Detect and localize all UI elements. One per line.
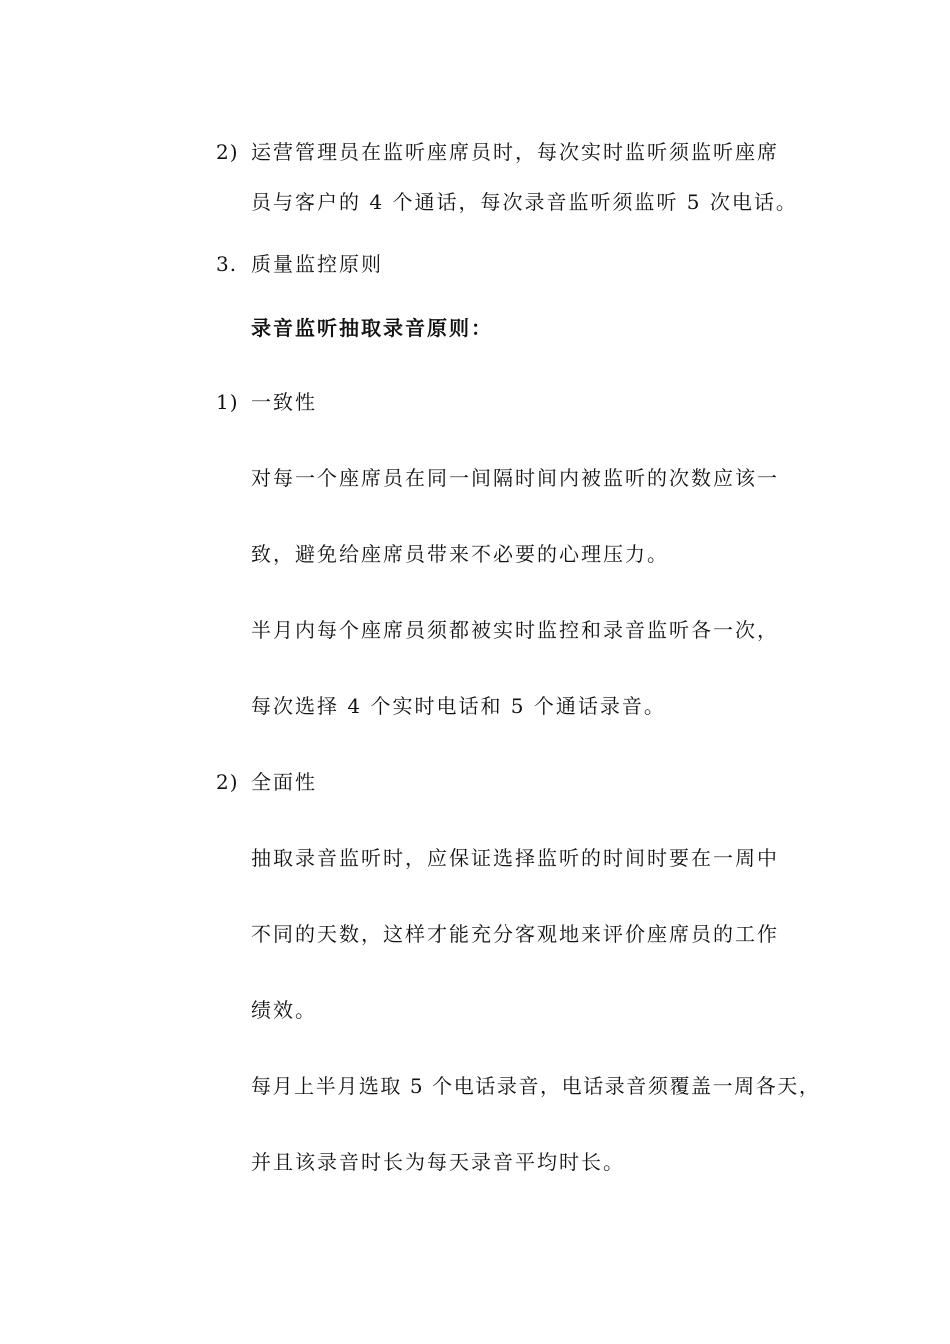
paragraph-line: 每次选择 4 个实时电话和 5 个通话录音。 (251, 694, 666, 718)
paragraph-line: 员与客户的 4 个通话，每次录音监听须监听 5 次电话。 (251, 190, 798, 214)
list-marker: 2) (216, 770, 239, 794)
paragraph-line: 半月内每个座席员须都被实时监控和录音监听各一次， (251, 618, 779, 642)
paragraph-line: 抽取录音监听时，应保证选择监听的时间时要在一周中 (251, 846, 779, 870)
subsection-heading: 录音监听抽取录音原则： (251, 316, 493, 340)
paragraph-line: 运营管理员在监听座席员时，每次实时监听须监听座席 (251, 140, 779, 164)
list-item-title: 全面性 (251, 770, 317, 794)
paragraph-line: 对每一个座席员在同一间隔时间内被监听的次数应该一 (251, 466, 779, 490)
paragraph-line: 并且该录音时长为每天录音平均时长。 (251, 1150, 625, 1174)
paragraph-line: 绩效。 (251, 998, 317, 1022)
paragraph-line: 致，避免给座席员带来不必要的心理压力。 (251, 542, 669, 566)
list-marker: 1) (216, 390, 239, 414)
paragraph-line: 每月上半月选取 5 个电话录音，电话录音须覆盖一周各天， (251, 1074, 821, 1098)
section-title: 质量监控原则 (251, 252, 383, 276)
list-item-title: 一致性 (251, 390, 317, 414)
section-number: 3. (216, 252, 238, 276)
paragraph-line: 不同的天数，这样才能充分客观地来评价座席员的工作 (251, 922, 779, 946)
list-marker: 2) (216, 140, 239, 164)
